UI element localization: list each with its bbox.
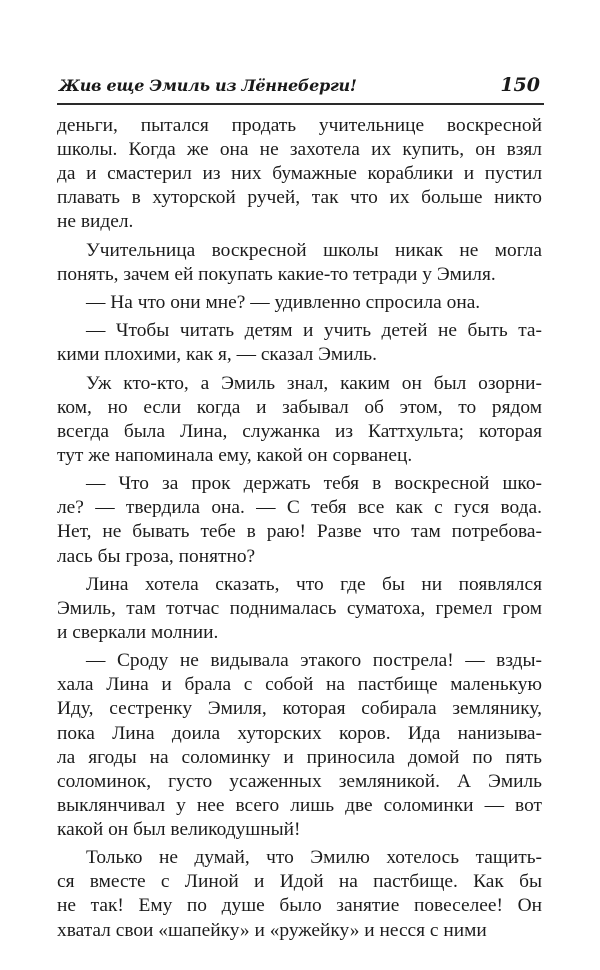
paragraph-p2 [57, 239, 542, 287]
paragraph-p8 [57, 649, 542, 842]
text-line: лась бы гроза, понятно? [57, 545, 256, 567]
text-line: Лина хотела сказать, что где бы ни появлялся [86, 573, 542, 595]
text-line: не видел. [57, 211, 134, 233]
text-line: и сверкали молнии. [57, 622, 219, 643]
text-line: не так! Ему по душе было занятие повеселее! Он [57, 895, 542, 917]
paragraph-p7 [57, 573, 542, 645]
text-line: пока Лина доила хуторских коров. Ида нанизыва- [57, 722, 542, 744]
header-rule [57, 103, 544, 105]
text-line: кими плохими, как я, — сказал Эмиль. [57, 344, 377, 366]
text-line: Нет, не бывать тебе в раю! Разве что там потребова- [57, 521, 542, 543]
text-line: деньги, пытался продать учительнице воскресной [57, 115, 542, 136]
text-line: ся вместе с Линой и Идой на пастбище. Как бы [57, 871, 542, 893]
text-line: — На что они мне? — удивленно спросила она. [86, 292, 481, 314]
text-line: соломинок, густо усаженных земляникой. А Эмиль [57, 770, 542, 792]
text-line: Учительница воскресной школы никак не могла [86, 239, 542, 261]
page-number: 150 [500, 74, 540, 96]
text-line: ком, но если когда и забывал об этом, то рядом [57, 396, 542, 418]
running-head-title: Жив еще Эмиль из Лённеберги! [59, 76, 357, 95]
text-line: хала Лина и брала с собой на пастбище маленькую [57, 674, 542, 696]
text-line: — Что за прок держать тебя в воскресной шко- [86, 473, 542, 495]
paragraph-p3 [57, 291, 542, 315]
running-head [57, 70, 544, 104]
paragraph-p5 [57, 372, 542, 468]
text-line: — Сроду не видывала этакого пострела! — взды- [86, 650, 542, 672]
text-line: понять, зачем ей покупать какие-то тетради у Эмиля. [57, 263, 496, 285]
text-line: ле? — твердила она. — С тебя все как с гуся вода. [57, 497, 542, 519]
text-line: всегда была Лина, служанка из Каттхульта; которая [57, 420, 542, 442]
text-line: — Чтобы читать детям и учить детей не быть та- [86, 320, 542, 342]
text-line: Уж кто-кто, а Эмиль знал, каким он был озорни- [86, 372, 542, 394]
text-line: какой он был великодушный! [57, 818, 301, 840]
body-text [57, 114, 542, 947]
text-line: тут же напоминала ему, какой он сорванец. [57, 444, 413, 466]
paragraph-p4 [57, 319, 542, 367]
paragraph-p9 [57, 846, 542, 942]
paragraph-p1 [57, 114, 542, 234]
text-line: хватал свои «шапейку» и «ружейку» и несся с ними [57, 919, 487, 941]
text-line: школы. Когда же она не захотела их купить, он взял [57, 139, 542, 161]
text-line: ла ягоды на соломинку и приносила домой по пять [57, 746, 542, 768]
text-line: Иду, сестренку Эмиля, которая собирала землянику, [57, 698, 542, 720]
text-line: Эмиль, там тотчас поднималась суматоха, гремел гром [57, 597, 542, 619]
text-line: выклянчивал у нее всего лишь две соломинки — вот [57, 794, 542, 816]
text-line: да и смастерил из них бумажные кораблики и пустил [57, 163, 542, 185]
text-line: Только не думай, что Эмилю хотелось тащить- [86, 847, 542, 869]
paragraph-p6 [57, 472, 542, 568]
text-line: плавать в хуторской ручей, так что их больше никто [57, 187, 542, 209]
